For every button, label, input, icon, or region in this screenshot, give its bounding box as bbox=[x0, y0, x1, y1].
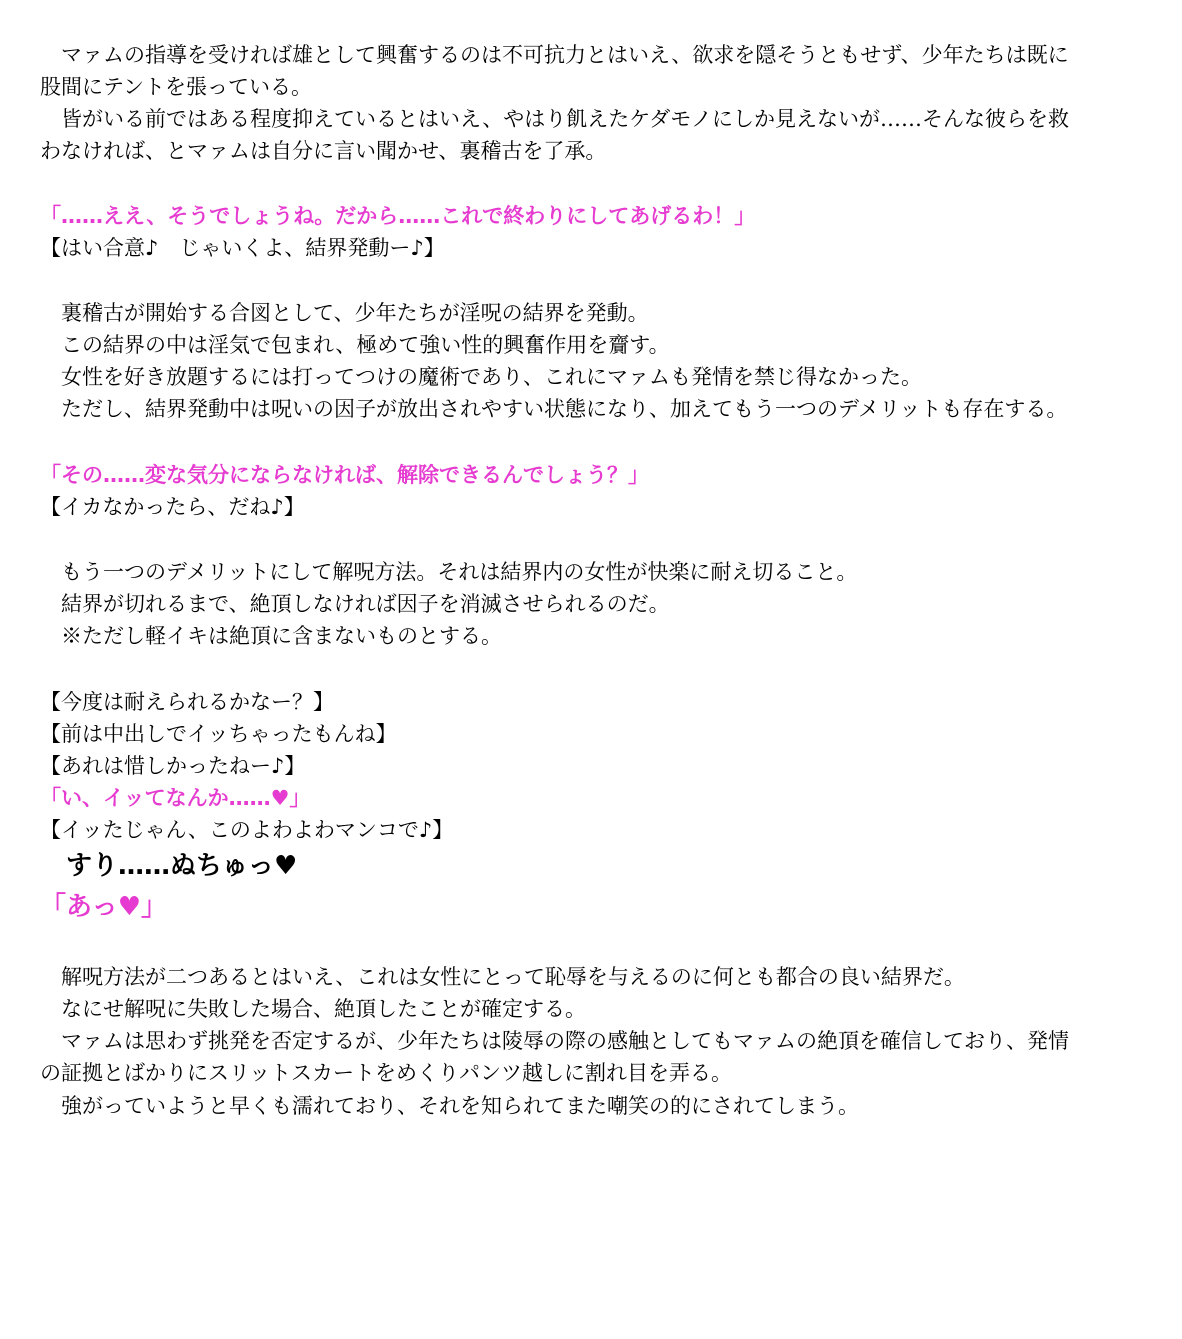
heroine-exclamation: 「あっ♥」 bbox=[40, 892, 168, 922]
heroine-dialogue: 「その……変な気分にならなければ、解除できるんでしょう？」 bbox=[40, 463, 649, 487]
narration-line: マァムは思わず挑発を否定するが、少年たちは陵辱の際の感触としてもマァムの絶頂を確信しており、発情 bbox=[40, 1029, 1069, 1053]
boys-dialogue: 【今度は耐えられるかなー？】 bbox=[40, 690, 334, 714]
heroine-dialogue: 「……ええ、そうでしょうね。だから……これで終わりにしてあげるわ！」 bbox=[40, 204, 756, 228]
boys-dialogue: 【あれは惜しかったねー♪】 bbox=[40, 754, 306, 778]
boys-dialogue: 【イッたじゃん、このよわよわマンコで♪】 bbox=[40, 818, 454, 842]
boys-dialogue: 【イカなかったら、だね♪】 bbox=[40, 495, 305, 519]
narration-line: マァムの指導を受ければ雄として興奮するのは不可抗力とはいえ、欲求を隠そうともせず、少年たちは既に bbox=[40, 43, 1069, 67]
narration-line: の証拠とばかりにスリットスカートをめくりパンツ越しに割れ目を弄る。 bbox=[40, 1061, 732, 1085]
narration-line: わなければ、とマァムは自分に言い聞かせ、裏稽古を了承。 bbox=[40, 139, 607, 163]
narration-line: ただし、結界発動中は呪いの因子が放出されやすい状態になり、加えてもう一つのデメリットも存在する。 bbox=[40, 397, 1068, 421]
narration-line: 結界が切れるまで、絶頂しなければ因子を消滅させられるのだ。 bbox=[40, 592, 670, 616]
narration-line: この結界の中は淫気で包まれ、極めて強い性的興奮作用を齎す。 bbox=[40, 333, 670, 357]
sound-effect: すり……ぬちゅっ♥ bbox=[40, 851, 298, 881]
narration-line: 女性を好き放題するには打ってつけの魔術であり、これにマァムも発情を禁じ得なかった。 bbox=[40, 365, 922, 389]
narration-line: 解呪方法が二つあるとはいえ、これは女性にとって恥辱を与えるのに何とも都合の良い結界だ。 bbox=[40, 965, 965, 989]
heroine-dialogue: 「い、イッてなんか……♥」 bbox=[40, 786, 311, 810]
narration-line: もう一つのデメリットにして解呪方法。それは結界内の女性が快楽に耐え切ること。 bbox=[40, 560, 858, 584]
narration-line: 強がっていようと早くも濡れており、それを知られてまた嘲笑の的にされてしまう。 bbox=[40, 1094, 859, 1118]
narration-line: 皆がいる前ではある程度抑えているとはいえ、やはり飢えたケダモノにしか見えないが……そんな彼らを救 bbox=[40, 107, 1069, 131]
narration-line: なにせ解呪に失敗した場合、絶頂したことが確定する。 bbox=[40, 997, 586, 1021]
boys-dialogue: 【前は中出しでイッちゃったもんね】 bbox=[40, 722, 397, 746]
narration-line: 裏稽古が開始する合図として、少年たちが淫呪の結界を発動。 bbox=[40, 301, 649, 325]
narration-line: ※ただし軽イキは絶頂に含まないものとする。 bbox=[40, 624, 502, 648]
boys-dialogue: 【はい合意♪ じゃいくよ、結界発動ー♪】 bbox=[40, 236, 445, 260]
narration-line: 股間にテントを張っている。 bbox=[40, 75, 312, 99]
